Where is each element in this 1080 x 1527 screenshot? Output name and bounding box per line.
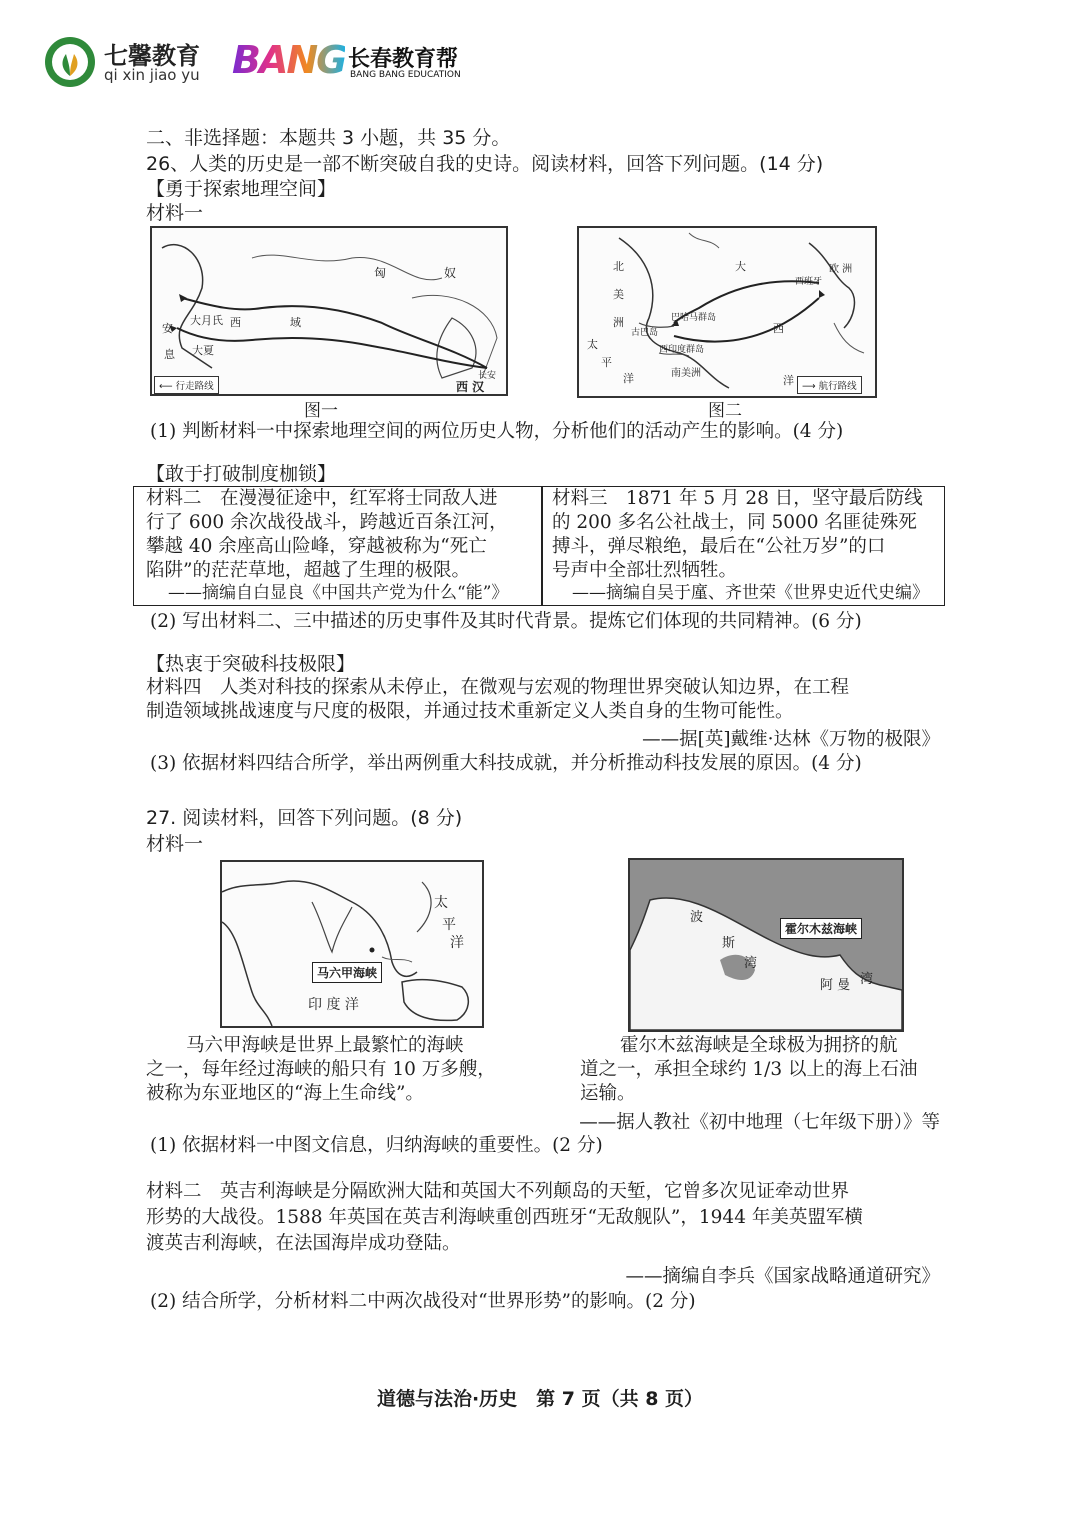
map2-label-mei: 美 [613, 288, 624, 301]
q27-text-left-1: 马六甲海峡是世界上最繁忙的海峡 [186, 1035, 464, 1056]
map3-label-yang: 洋 [450, 935, 464, 951]
map1-legend: ⟵ 行走路线 [154, 376, 219, 394]
map2-label-yang: 洋 [623, 372, 634, 385]
map1-label-xi: 西 [230, 316, 241, 329]
q27-text-left-3: 被称为东亚地区的“海上生命线”。 [146, 1083, 424, 1104]
q27-source-2: ——摘编自李兵《国家战略通道研究》 [625, 1266, 940, 1287]
q26-question-1: (1) 判断材料一中探索地理空间的两位历史人物，分析他们的活动产生的影响。(4 分) [150, 421, 844, 442]
page-footer: 道德与法治·历史 第 7 页（共 8 页） [376, 1388, 704, 1410]
q26-question-2: (2) 写出材料二、三中描述的历史事件及其时代背景。提炼它们体现的共同精神。(6 分) [150, 611, 862, 632]
map4-label-bo: 波 [690, 910, 704, 925]
q26-mat1-label: 材料一 [146, 202, 204, 224]
map1-label-xiong: 匈 [374, 266, 387, 280]
map2-label-yang2: 洋 [783, 374, 794, 387]
map1-legend-text: 行走路线 [175, 381, 214, 392]
route-line [182, 298, 487, 368]
map3-label-tai: 太 [434, 895, 448, 911]
mat2-source: ——摘编自白显良《中国共产党为什么“能”》 [168, 583, 509, 603]
mat4-line-2: 制造领域挑战速度与尺度的极限，并通过技术重新定义人类自身的生物可能性。 [146, 701, 794, 722]
q27-text-right-2: 道之一，承担全球约 1/3 以上的海上石油 [580, 1059, 918, 1080]
mat4-source: ——据[英]戴维·达林《万物的极限》 [642, 729, 940, 750]
map1-label-an: 安 [162, 322, 173, 335]
q27-mat2-line-3: 渡英吉利海峡，在法国海岸成功登陆。 [146, 1233, 461, 1254]
qixin-leaf-icon [44, 36, 96, 88]
section-title: 二、非选择题：本题共 3 小题，共 35 分。 [146, 127, 511, 149]
q27-question-1: (1) 依据材料一中图文信息，归纳海峡的重要性。(2 分) [150, 1135, 603, 1156]
map2-label-cuba: 古巴岛 [631, 328, 659, 338]
map2-label-ouzhou: 欧 洲 [829, 264, 853, 275]
map2-caption: 图二 [708, 401, 742, 421]
map4-tag-hormuz: 霍尔木兹海峡 [780, 918, 862, 939]
logo1-en: qi xin jiao yu [104, 66, 200, 84]
logo-qixin [44, 36, 224, 88]
map2-label-bahamas: 巴哈马群岛 [671, 313, 717, 323]
q26-question-3: (3) 依据材料四结合所学，举出两例重大科技成就，并分析推动科技发展的原因。(4 分) [150, 753, 862, 774]
q27-text-right-1: 霍尔木兹海峡是全球极为拥挤的航 [620, 1035, 898, 1056]
logo2-word: BANG [232, 38, 346, 82]
map2-label-da: 大 [735, 260, 746, 273]
map1-label-yu: 域 [290, 316, 301, 329]
map2-legend-text: 航行路线 [818, 381, 857, 392]
q27-question-2: (2) 结合所学，分析材料二中两次战役对“世界形势”的影响。(2 分) [150, 1291, 696, 1312]
materials-divider [541, 487, 543, 605]
map3-label-indian-ocean: 印 度 洋 [308, 997, 359, 1013]
q27-mat2-line-2: 形势的大战役。1588 年英国在英吉利海峡重创西班牙“无敌舰队”，1944 年美英盟军横 [146, 1207, 863, 1228]
map1-label-dayuezhi: 大月氏 [190, 314, 223, 327]
q26-stem: 26、人类的历史是一部不断突破自我的史诗。阅读材料，回答下列问题。(14 分) [146, 153, 824, 175]
mat2-line-2: 行了 600 余次战役战斗，跨越近百条江河， [146, 512, 508, 533]
map1-label-xihan: 西 汉 [456, 380, 485, 394]
logo-bang [232, 38, 492, 86]
map-silk-road [150, 226, 508, 396]
mat3-source: ——摘编自吴于廑、齐世荣《世界史近代史编》 [572, 583, 929, 603]
map3-tag-malacca: 马六甲海峡 [312, 962, 382, 983]
map2-label-southamerica: 南美洲 [671, 368, 701, 379]
mat3-line-2: 的 200 多名公社战士，同 5000 名匪徒殊死 [552, 512, 917, 533]
mat4-line-1: 材料四 人类对科技的探索从未停止，在微观与宏观的物理世界突破认知边界，在工程 [146, 677, 850, 698]
mat2-line-1: 材料二 在漫漫征途中，红军将士同敌人进 [146, 488, 498, 509]
mat3-line-1: 材料三 1871 年 5 月 28 日，坚守最后防线 [552, 488, 923, 509]
map-columbus [577, 226, 877, 398]
map2-label-spain: 西班牙 [795, 277, 823, 287]
q27-text-right-3: 运输。 [580, 1083, 636, 1104]
logo2-en: BANG BANG EDUCATION [350, 70, 461, 80]
mat3-line-3: 搏斗，弹尽粮绝，最后在“公社万岁”的口 [552, 536, 886, 557]
map1-label-daxia: 大夏 [192, 344, 214, 357]
map2-label-xi: 西 [773, 322, 784, 335]
mat2-line-3: 攀越 40 余座高山险峰，穿越被称为“死亡 [146, 536, 487, 557]
map-malacca [220, 860, 484, 1028]
mat3-line-4: 号声中全部壮烈牺牲。 [552, 560, 738, 581]
map1-label-nu: 奴 [444, 266, 457, 280]
q27-mat2-line-1: 材料二 英吉利海峡是分隔欧洲大陆和英国大不列颠岛的天堑，它曾多次见证牵动世界 [146, 1181, 850, 1202]
map4-label-wan2: 湾 [860, 972, 874, 987]
map4-label-wan: 湾 [744, 956, 758, 971]
map2-label-bei: 北 [613, 260, 624, 273]
map1-caption: 图一 [304, 401, 338, 421]
q26-sub1-title: 【勇于探索地理空间】 [146, 178, 337, 200]
map-hormuz [628, 858, 904, 1032]
q27-stem: 27. 阅读材料，回答下列问题。(8 分) [146, 807, 463, 829]
map4-label-oman: 阿 曼 [820, 978, 851, 993]
map2-label-ping: 平 [601, 356, 612, 369]
map4-label-si: 斯 [722, 936, 736, 951]
map2-label-westindies: 西印度群岛 [659, 345, 705, 355]
mat2-line-4: 陷阱”的茫茫草地，超越了生理的极限。 [146, 560, 470, 581]
q27-source-1: ——据人教社《初中地理（七年级下册）》等 [579, 1112, 940, 1133]
map3-label-ping: 平 [442, 917, 456, 933]
map1-label-xi2: 息 [164, 348, 175, 361]
q26-sub2-title: 【敢于打破制度枷锁】 [146, 463, 337, 485]
map2-legend: ⟶ 航行路线 [797, 376, 862, 394]
logo2-cn: 长春教育帮 [348, 47, 459, 72]
map2-label-tai: 太 [587, 338, 598, 351]
map1-label-changan: 长安 [478, 371, 497, 381]
q26-sub3-title: 【热衷于突破科技极限】 [146, 653, 356, 675]
map2-label-zhou: 洲 [613, 316, 624, 329]
q27-text-left-2: 之一，每年经过海峡的船只有 10 万多艘， [146, 1059, 496, 1080]
logo1-cn: 七馨教育 [104, 41, 200, 70]
q27-mat1-label: 材料一 [146, 833, 204, 855]
